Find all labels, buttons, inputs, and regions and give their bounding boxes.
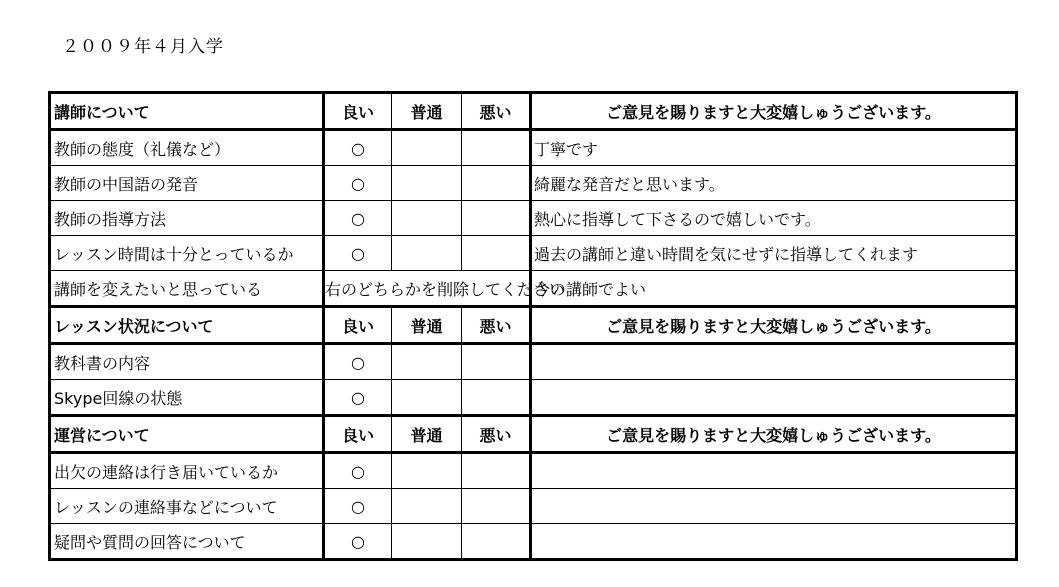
section-header-lesson xyxy=(50,307,1017,344)
rating-good-cell[interactable]: ○ xyxy=(324,236,392,271)
rating-good-cell[interactable]: ○ xyxy=(324,201,392,236)
table-row xyxy=(50,453,1017,489)
comment-cell[interactable]: 綺麗な発音だと思います。 xyxy=(531,166,1017,201)
rating-average-cell[interactable] xyxy=(392,201,462,236)
comment-cell[interactable] xyxy=(531,524,1017,560)
item-label: 教師の指導方法 xyxy=(50,201,324,236)
rating-good-cell[interactable]: ○ xyxy=(324,453,392,489)
rating-average-cell[interactable] xyxy=(392,524,462,560)
page-title: ２００９年４月入学 xyxy=(62,37,224,57)
rating-bad-cell[interactable] xyxy=(462,453,531,489)
header-average: 普通 xyxy=(392,93,462,130)
table-row xyxy=(50,489,1017,524)
header-comment: ご意見を賜りますと大変嬉しゅうございます。 xyxy=(531,307,1017,344)
header-bad: 悪い xyxy=(462,416,531,453)
item-label: 教科書の内容 xyxy=(50,344,324,380)
table-row xyxy=(50,344,1017,380)
item-label: レッスンの連絡事などについて xyxy=(50,489,324,524)
section-header-teacher xyxy=(50,93,1017,130)
rating-bad-cell[interactable] xyxy=(462,130,531,166)
rating-bad-cell[interactable] xyxy=(462,236,531,271)
rating-average-cell[interactable] xyxy=(392,453,462,489)
section-title: レッスン状況について xyxy=(50,307,324,344)
comment-cell[interactable]: 熱心に指導して下さるので嬉しいです。 xyxy=(531,201,1017,236)
section-header-operations xyxy=(50,416,1017,453)
item-label: 教師の態度（礼儀など） xyxy=(50,130,324,166)
comment-cell[interactable]: 過去の講師と違い時間を気にせずに指導してくれます xyxy=(531,236,1017,271)
table-row xyxy=(50,130,1017,166)
header-average: 普通 xyxy=(392,416,462,453)
rating-bad-cell[interactable] xyxy=(462,524,531,560)
section-title: 講師について xyxy=(50,93,324,130)
section-title: 運営について xyxy=(50,416,324,453)
rating-average-cell[interactable] xyxy=(392,344,462,380)
rating-good-cell[interactable]: ○ xyxy=(324,166,392,201)
rating-good-cell[interactable]: ○ xyxy=(324,344,392,380)
rating-average-cell[interactable] xyxy=(392,130,462,166)
table-row xyxy=(50,236,1017,271)
rating-good-cell[interactable]: ○ xyxy=(324,130,392,166)
table-row xyxy=(50,166,1017,201)
rating-good-cell[interactable]: ○ xyxy=(324,380,392,416)
comment-cell[interactable] xyxy=(531,344,1017,380)
comment-cell[interactable]: 丁寧です xyxy=(531,130,1017,166)
table-row xyxy=(50,380,1017,416)
item-label: 出欠の連絡は行き届いているか xyxy=(50,453,324,489)
rating-good-cell[interactable]: ○ xyxy=(324,524,392,560)
header-good: 良い xyxy=(324,307,392,344)
header-good: 良い xyxy=(324,93,392,130)
table-row xyxy=(50,271,1017,307)
item-label: レッスン時間は十分とっているか xyxy=(50,236,324,271)
rating-average-cell[interactable] xyxy=(392,380,462,416)
header-comment: ご意見を賜りますと大変嬉しゅうございます。 xyxy=(531,93,1017,130)
rating-bad-cell[interactable] xyxy=(462,166,531,201)
item-label: Skype回線の状態 xyxy=(50,380,324,416)
rating-average-cell[interactable] xyxy=(392,236,462,271)
comment-cell[interactable] xyxy=(531,380,1017,416)
header-comment: ご意見を賜りますと大変嬉しゅうございます。 xyxy=(531,416,1017,453)
comment-cell[interactable] xyxy=(531,453,1017,489)
survey-table xyxy=(48,91,1018,561)
table-row xyxy=(50,201,1017,236)
rating-average-cell[interactable] xyxy=(392,489,462,524)
header-good: 良い xyxy=(324,416,392,453)
item-label: 教師の中国語の発音 xyxy=(50,166,324,201)
rating-bad-cell[interactable] xyxy=(462,344,531,380)
table-row xyxy=(50,524,1017,560)
rating-average-cell[interactable] xyxy=(392,166,462,201)
item-label: 疑問や質問の回答について xyxy=(50,524,324,560)
comment-cell[interactable]: 今の講師でよい xyxy=(531,271,1017,307)
header-average: 普通 xyxy=(392,307,462,344)
rating-bad-cell[interactable] xyxy=(462,380,531,416)
rating-bad-cell[interactable] xyxy=(462,201,531,236)
comment-cell[interactable] xyxy=(531,489,1017,524)
rating-bad-cell[interactable] xyxy=(462,489,531,524)
item-label: 講師を変えたいと思っている xyxy=(50,271,324,307)
header-bad: 悪い xyxy=(462,93,531,130)
rating-good-cell[interactable]: ○ xyxy=(324,489,392,524)
delete-note: 右のどちらかを削除してください xyxy=(324,271,531,307)
header-bad: 悪い xyxy=(462,307,531,344)
